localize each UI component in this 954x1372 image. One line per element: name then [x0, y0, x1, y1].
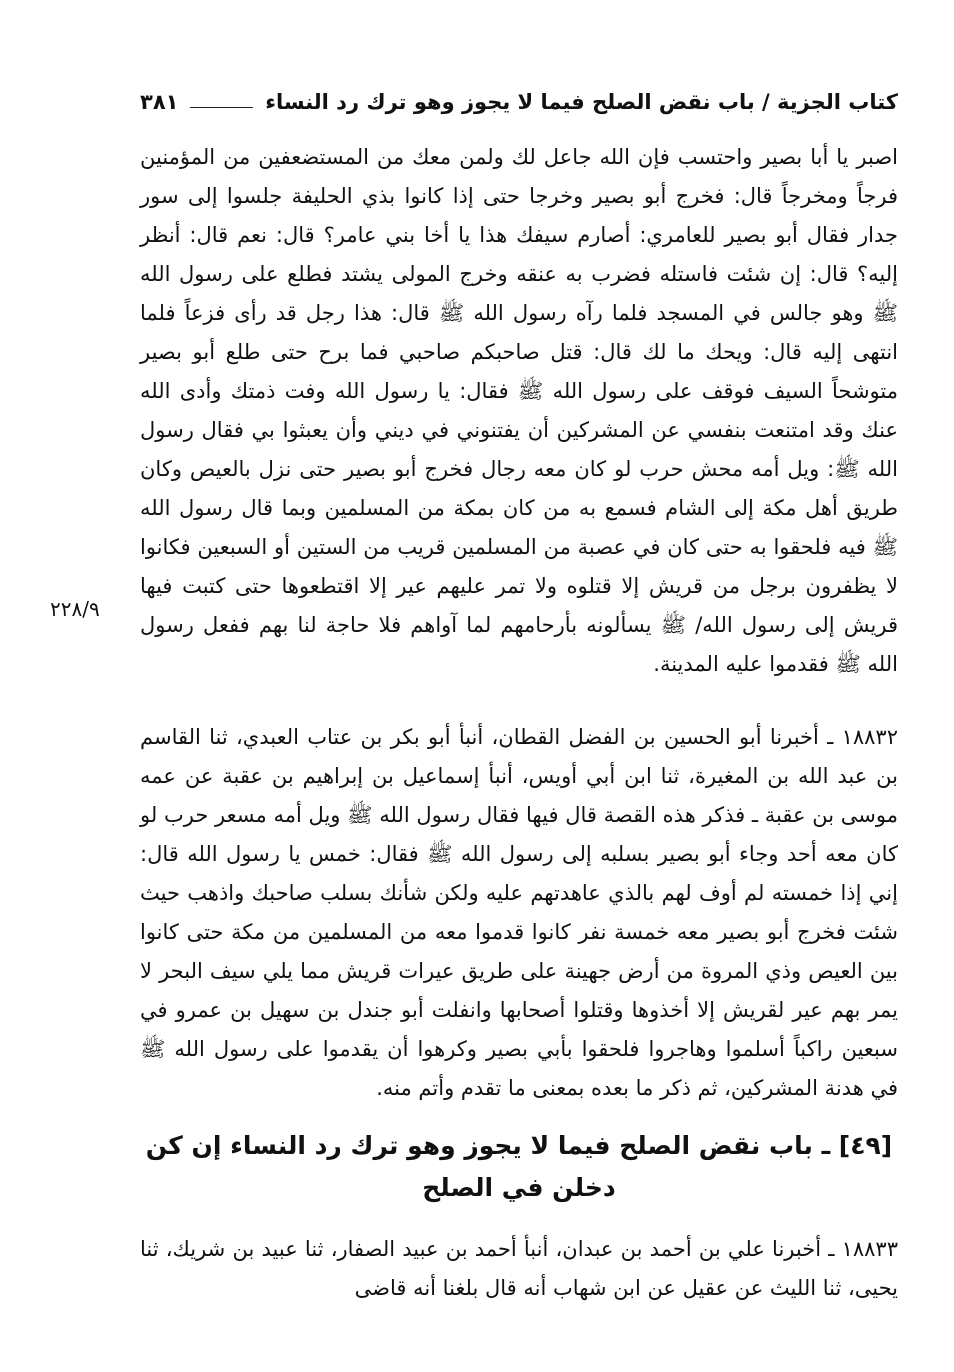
paragraph-hadith-18833 — [140, 1230, 898, 1308]
header-rule — [190, 107, 253, 108]
paragraph-text: اصبر يا أبا بصير واحتسب فإن الله جاعل لك ولمن معك من المستضعفين من المؤمنين فرجاً ومخرجاً قال: فخرج أبو بصير وخرجا حتى إذا كانوا بذي الحليفة جلسوا إلى سور جدار فقال أبو بصير للعامري: أصارم سيفك هذا يا أخا بني عامر؟ قال: نعم قال: أنظر إليه؟ قال: إن شئت فاستله فضرب به عنقه وخرج المولى يشتد فطلع على رسول الله ﷺ وهو جالس في المسجد فلما رآه رسول الله ﷺ قال: هذا رجل قد رأى فزعاً فلما انتهى إليه قال: ويحك ما لك قال: قتل صاحبكم صاحبي فما برح حتى طلع أبو بصير متوشحاً السيف فوقف على رسول الله ﷺ فقال: يا رسول الله وفت ذمتك وأدى الله عنك وقد امتنعت بنفسي عن المشركين أن يفتنوني في ديني وأن يعبثوا بي فقال رسول الله ﷺ: ويل أمه محش حرب لو كان معه رجال فخرج أبو بصير حتى نزل بالعيص وكان طريق أهل مكة إلى الشام فسمع به من كان بمكة من المسلمين وبما قال رسول الله ﷺ فيه فلحقوا به حتى كان في عصبة من المسلمين قريب من الستين أو السبعين فكانوا لا يظفرون برجل من قريش إلا قتلوه ولا تمر عليهم عير إلا اقتطعوها حتى كتبت فيها قريش إلى رسول الله/ ﷺ يسألونه بأرحامهم لما آواهم فلا حاجة لنا بهم ففعل رسول الله ﷺ فقدموا عليه المدينة. — [140, 145, 898, 676]
margin-volume-reference: ٢٢٨/٩ — [50, 597, 100, 621]
running-header — [140, 82, 898, 122]
header-title: كتاب الجزية / باب نقض الصلح فيما لا يجوز وهو ترك رد النساء — [265, 90, 898, 114]
chapter-heading: [٤٩] ـ باب نقض الصلح فيما لا يجوز وهو ترك رد النساء إن كن دخلن في الصلح — [145, 1131, 893, 1202]
paragraph-text: ١٨٨٣٣ ـ أخبرنا علي بن أحمد بن عبدان، أنبأ أحمد بن عبيد الصفار، ثنا عبيد بن شريك، ثنا يحيى، ثنا الليث عن عقيل عن ابن شهاب أنه قال بلغنا أنه قاضى — [140, 1237, 898, 1300]
page-number: ٣٨١ — [140, 90, 179, 114]
paragraph-hadith-18832 — [140, 718, 898, 1108]
paragraph-text: ١٨٨٣٢ ـ أخبرنا أبو الحسين بن الفضل القطان، أنبأ أبو بكر بن عتاب العبدي، ثنا القاسم بن عبد الله بن المغيرة، ثنا ابن أبي أويس، أنبأ إسماعيل بن إبراهيم بن عقبة عن عمه موسى بن عقبة ـ فذكر هذه القصة قال فيها فقال رسول الله ﷺ ويل أمه مسعر حرب لو كان معه أحد وجاء أبو بصير بسلبه إلى رسول الله ﷺ فقال: خمس يا رسول الله قال: إني إذا خمسته لم أوف لهم بالذي عاهدتهم عليه ولكن شأنك بسلب صاحبك واذهب حيث شئت فخرج أبو بصير معه خمسة نفر كانوا قدموا معه من المسلمين من مكة حتى كانوا بين العيص وذي المروة من أرض جهينة على طريق عيرات قريش مما يلي سيف البحر لا يمر بهم عير لقريش إلا أخذوها وقتلوا أصحابها وانفلت أبو جندل بن سهيل بن عمرو في سبعين راكباً أسلموا وهاجروا فلحقوا بأبي بصير وكرهوا أن يقدموا على رسول الله ﷺ في هدنة المشركين، ثم ذكر ما بعده بمعنى ما تقدم وأتم منه. — [140, 725, 898, 1100]
paragraph-narrative — [140, 138, 898, 684]
